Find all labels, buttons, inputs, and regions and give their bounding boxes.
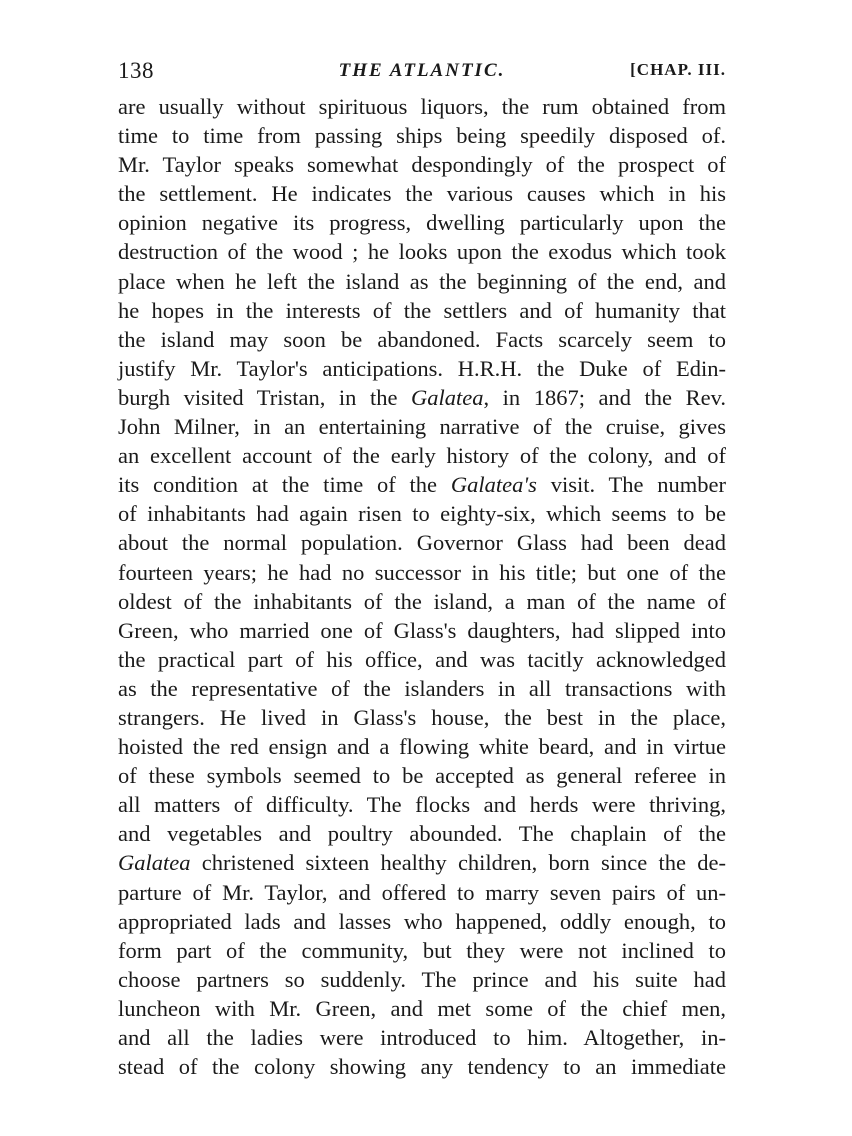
text-segment: place when he left the island as the beginning of the end, and	[118, 268, 726, 294]
text-line	[118, 499, 726, 528]
text-line	[118, 674, 726, 703]
text-segment: choose partners so suddenly. The prince and his suite had	[118, 966, 726, 992]
text-line	[118, 325, 726, 354]
text-segment: form part of the community, but they were not inclined to	[118, 937, 726, 963]
running-head	[118, 52, 726, 86]
text-line	[118, 92, 726, 121]
text-segment: stead of the colony showing any tendency to an immediate	[118, 1054, 726, 1080]
text-segment: strangers. He lived in Glass's house, the best in the place,	[118, 704, 726, 730]
text-line	[118, 1023, 726, 1052]
text-segment: time to time from passing ships being speedily disposed of.	[118, 123, 726, 149]
text-line	[118, 470, 726, 499]
text-line	[118, 645, 726, 674]
text-line	[118, 732, 726, 761]
text-segment: of these symbols seemed to be accepted as general referee in	[118, 763, 726, 789]
text-line	[118, 761, 726, 790]
text-line	[118, 441, 726, 470]
page-number: 138	[118, 58, 154, 83]
text-line	[118, 296, 726, 325]
text-line	[118, 790, 726, 819]
text-line	[118, 1052, 726, 1081]
text-segment: the practical part of his office, and was tacitly acknowledged	[118, 646, 726, 672]
text-line	[118, 587, 726, 616]
text-line	[118, 907, 726, 936]
text-segment: Mr. Taylor speaks somewhat despondingly of the prospect of	[118, 152, 726, 178]
text-line	[118, 383, 726, 412]
text-segment: hoisted the red ensign and a flowing white beard, and in virtue	[118, 734, 726, 760]
text-segment: visit. The number	[536, 472, 726, 498]
text-segment: burgh visited Tristan, in the	[118, 384, 411, 410]
text-segment: an excellent account of the early history of the colony, and of	[118, 443, 726, 469]
text-segment: about the normal population. Governor Glass had been dead	[118, 530, 726, 556]
text-segment: destruction of the wood ; he looks upon the exodus which took	[118, 239, 726, 265]
text-line	[118, 528, 726, 557]
text-segment: Green, who married one of Glass's daughters, had slipped into	[118, 617, 726, 643]
text-line	[118, 703, 726, 732]
text-segment: fourteen years; he had no successor in his title; but one of the	[118, 559, 726, 585]
text-segment: and all the ladies were introduced to him. Altogether, in-	[118, 1025, 726, 1050]
text-segment: oldest of the inhabitants of the island, a man of the name of	[118, 588, 726, 614]
chapter-reference: [CHAP. III.	[630, 60, 726, 79]
text-segment: parture of Mr. Taylor, and offered to marry seven pairs of un-	[118, 879, 726, 905]
text-segment: christened sixteen healthy children, born since the de-	[190, 850, 726, 876]
text-line	[118, 237, 726, 266]
italic-ship-name: Galatea's	[450, 472, 537, 498]
text-line	[118, 208, 726, 237]
text-line	[118, 354, 726, 383]
text-line	[118, 179, 726, 208]
text-line	[118, 819, 726, 848]
text-segment: appropriated lads and lasses who happened, oddly enough, to	[118, 908, 726, 934]
text-segment: he hopes in the interests of the settlers and of humanity that	[118, 297, 726, 323]
text-line	[118, 150, 726, 179]
text-line	[118, 848, 726, 877]
text-line	[118, 616, 726, 645]
text-segment: luncheon with Mr. Green, and met some of the chief men,	[118, 995, 726, 1021]
text-segment: the settlement. He indicates the various causes which in his	[118, 181, 726, 207]
text-segment: are usually without spirituous liquors, the rum obtained from	[118, 94, 726, 119]
text-segment: all matters of difficulty. The flocks and herds were thriving,	[118, 792, 726, 818]
running-title: THE ATLANTIC.	[338, 60, 506, 81]
text-line	[118, 558, 726, 587]
text-line	[118, 412, 726, 441]
text-line	[118, 936, 726, 965]
text-line	[118, 878, 726, 907]
italic-ship-name: Galatea	[118, 850, 191, 876]
text-line	[118, 267, 726, 296]
italic-ship-name: Galatea	[410, 384, 484, 410]
text-segment: opinion negative its progress, dwelling particularly upon the	[118, 210, 726, 236]
text-segment: , in 1867; and the Rev.	[483, 384, 726, 410]
text-line	[118, 994, 726, 1023]
body-text	[118, 92, 726, 1081]
text-segment: of inhabitants had again risen to eighty-six, which seems to be	[118, 501, 726, 527]
text-segment: John Milner, in an entertaining narrative of the cruise, gives	[118, 414, 726, 440]
text-line	[118, 121, 726, 150]
text-segment: its condition at the time of the	[118, 472, 451, 498]
text-segment: the island may soon be abandoned. Facts scarcely seem to	[118, 326, 726, 352]
text-segment: as the representative of the islanders in all transactions with	[118, 675, 726, 701]
text-segment: and vegetables and poultry abounded. The chaplain of the	[118, 821, 726, 847]
text-segment: justify Mr. Taylor's anticipations. H.R.H. the Duke of Edin-	[118, 355, 726, 381]
text-line	[118, 965, 726, 994]
